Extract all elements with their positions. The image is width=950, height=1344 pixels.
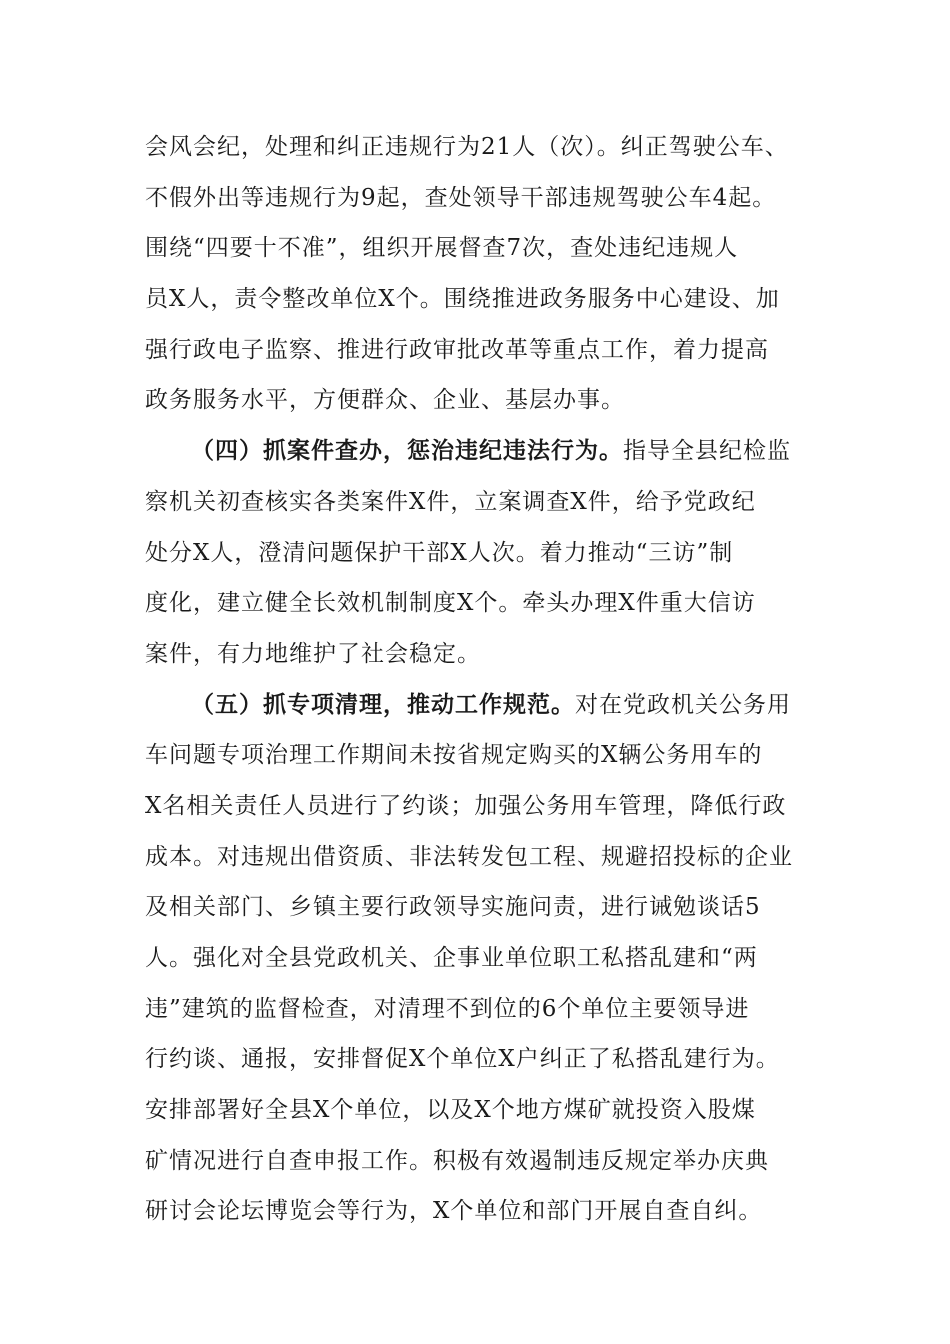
text-line: 政务服务水平，方便群众、企业、基层办事。 [145, 387, 625, 414]
text-line: 行约谈、通报，安排督促X个单位X户纠正了私搭乱建行为。 [145, 1046, 780, 1073]
text-line: 安排部署好全县X个单位，以及X个地方煤矿就投资入股煤 [145, 1097, 756, 1124]
text-line: 人。强化对全县党政机关、企事业单位职工私搭乱建和“两 [145, 945, 758, 971]
text-line: 察机关初查核实各类案件X件，立案调查X件，给予党政纪 [145, 488, 756, 515]
section-five-first-line [145, 680, 805, 731]
text-line: 会风会纪，处理和纠正违规行为21人（次）。纠正驾驶公车、 [145, 134, 789, 160]
section-four-text: 指导全县纪检监 [623, 438, 791, 465]
text-line: 研讨会论坛博览会等行为，X个单位和部门开展自查自纠。 [145, 1198, 763, 1225]
text-line: 不假外出等违规行为9起，查处领导干部违规驾驶公车4起。 [145, 184, 777, 211]
text-line: 成本。对违规出借资质、非法转发包工程、规避招投标的企业 [145, 843, 793, 870]
body-text [145, 122, 805, 1237]
text-line: 案件，有力地维护了社会稳定。 [145, 640, 481, 667]
text-line: 车问题专项治理工作期间未按省规定购买的X辆公务用车的 [145, 742, 763, 769]
text-line: 员X人，责令整改单位X个。围绕推进政务服务中心建设、加 [145, 286, 780, 313]
text-line: 及相关部门、乡镇主要行政领导实施问责，进行诫勉谈话5 [145, 894, 761, 921]
section-four-heading: （四）抓案件查办，惩治违纪违法行为。 [191, 437, 623, 465]
section-five-text: 对在党政机关公务用 [575, 691, 791, 718]
section-four-first-line [145, 426, 805, 477]
text-line: 度化，建立健全长效机制制度X个。牵头办理X件重大信访 [145, 590, 756, 617]
section-five-heading: （五）抓专项清理，推动工作规范。 [191, 690, 575, 718]
text-line: 处分X人，澄清问题保护干部X人次。着力推动“三访”制 [145, 539, 734, 566]
text-line: 违”建筑的监督检查，对清理不到位的6个单位主要领导进 [145, 995, 750, 1022]
text-line: 矿情况进行自查申报工作。积极有效遏制违反规定举办庆典 [145, 1147, 769, 1174]
text-line: X名相关责任人员进行了约谈；加强公务用车管理，降低行政 [145, 792, 787, 819]
text-line: 强行政电子监察、推进行政审批改革等重点工作，着力提高 [145, 336, 769, 363]
text-line: 围绕“四要十不准”，组织开展督查7次，查处违纪违规人 [145, 235, 739, 262]
